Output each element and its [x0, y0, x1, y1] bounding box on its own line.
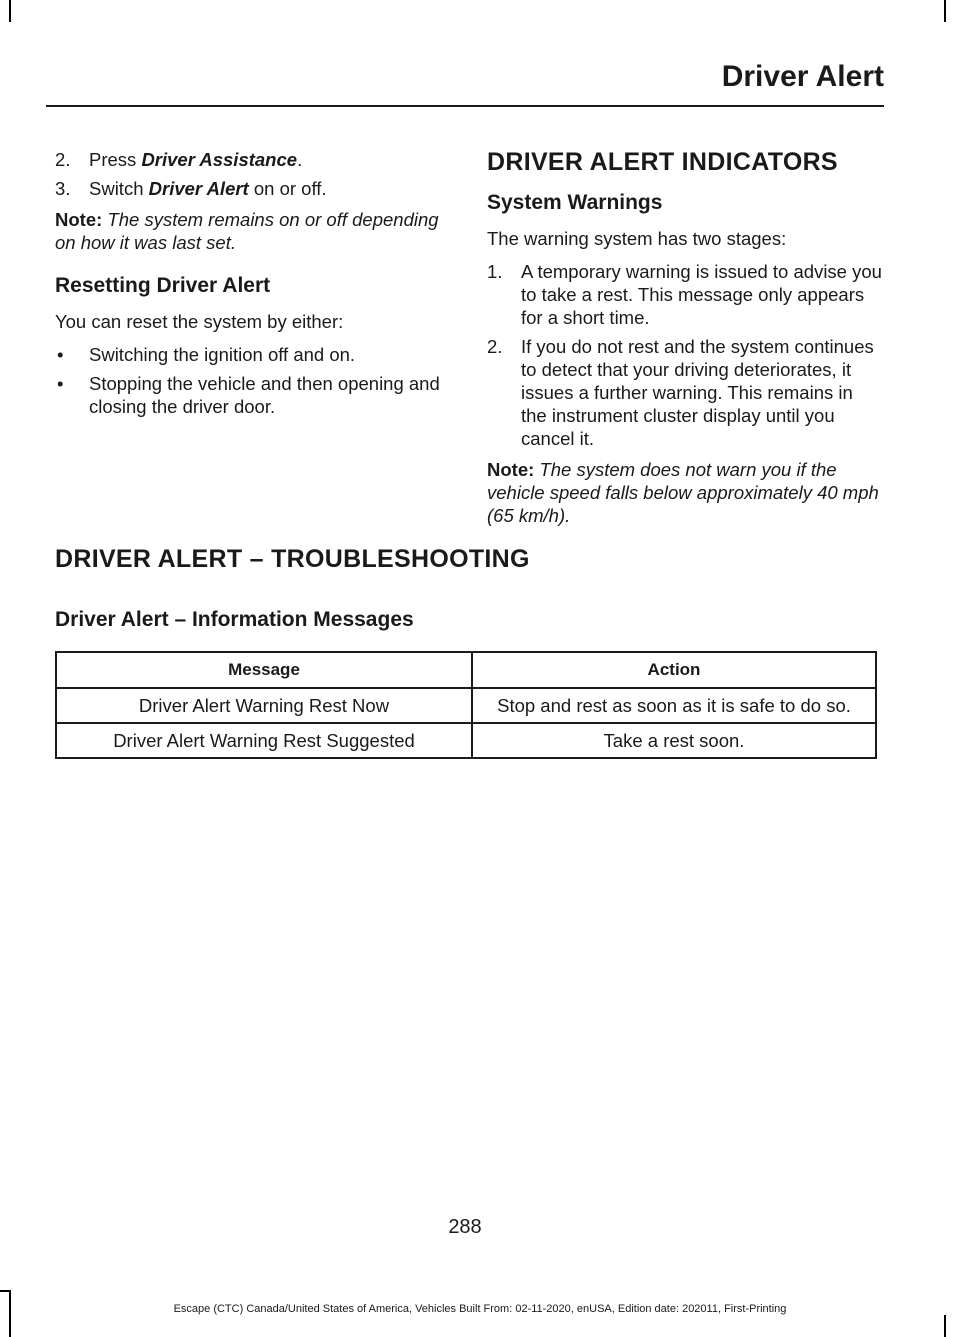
section-heading-resetting: Resetting Driver Alert [55, 274, 271, 297]
note-label: Note: [487, 459, 535, 480]
right-column [487, 148, 882, 527]
step-suffix: on or off. [248, 178, 327, 199]
note [487, 458, 882, 527]
step-text: A temporary warning is issued to advise you to take a rest. This message only appears for a short time. [521, 261, 882, 328]
subheading-information-messages: Driver Alert – Information Messages [55, 608, 414, 631]
resetting-intro: You can reset the system by either: [55, 311, 344, 332]
header-divider [46, 105, 884, 107]
bullet-glyph: • [57, 373, 64, 394]
step-item [487, 335, 882, 450]
step-number: 2. [55, 149, 71, 170]
table-cell-message: Driver Alert Warning Rest Suggested [56, 723, 472, 758]
step-item [55, 177, 450, 200]
table-row [56, 723, 876, 758]
messages-table [55, 651, 877, 759]
crop-mark-bottom-left-h [0, 1290, 11, 1292]
step-emphasis: Driver Alert [148, 178, 249, 199]
table-header-action: Action [472, 652, 876, 688]
indicators-intro: The warning system has two stages: [487, 228, 787, 249]
subheading-system-warnings: System Warnings [487, 191, 663, 214]
page-footer: Escape (CTC) Canada/United States of America, Vehicles Built From: 02-11-2020, enUSA, Edition date: 202011, First-Printing [173, 1303, 787, 1315]
section-heading-indicators: DRIVER ALERT INDICATORS [487, 148, 838, 176]
note [55, 208, 450, 254]
table-cell-message: Driver Alert Warning Rest Now [56, 688, 472, 723]
note-label: Note: [55, 209, 103, 230]
page-header-title: Driver Alert [721, 60, 884, 93]
step-number: 1. [487, 261, 503, 282]
crop-mark-top-right [944, 0, 946, 22]
list-item-text: Stopping the vehicle and then opening and closing the driver door. [89, 373, 440, 417]
step-prefix: Press [89, 149, 142, 170]
step-emphasis: Driver Assistance [141, 149, 298, 170]
table-header-row [56, 652, 876, 688]
note-text: The system does not warn you if the vehicle speed falls below approximately 40 mph (65 km/h). [487, 459, 879, 526]
list-item-text: Switching the ignition off and on. [89, 344, 356, 365]
table-cell-action: Stop and rest as soon as it is safe to do so. [472, 688, 876, 723]
step-number: 2. [487, 336, 503, 357]
table-cell-action: Take a rest soon. [472, 723, 876, 758]
page-number: 288 [448, 1216, 482, 1238]
bullet-glyph: • [57, 344, 64, 365]
step-suffix: . [297, 149, 303, 170]
step-item [487, 260, 882, 329]
step-number: 3. [55, 178, 71, 199]
note-text: The system remains on or off depending on how it was last set. [55, 209, 439, 253]
step-text: If you do not rest and the system continues to detect that your driving deteriorates, it issues a further warning. This remains in the instrument cluster display until you cancel it. [521, 336, 874, 449]
step-prefix: Switch [89, 178, 149, 199]
left-column [55, 148, 450, 424]
step-item [55, 148, 450, 171]
table-row [56, 688, 876, 723]
crop-mark-bottom-right-v [944, 1315, 946, 1337]
list-item [55, 343, 450, 366]
crop-mark-top-left [9, 0, 11, 22]
table-header-message: Message [56, 652, 472, 688]
list-item [55, 372, 450, 418]
section-heading-troubleshooting: DRIVER ALERT – TROUBLESHOOTING [55, 545, 530, 573]
